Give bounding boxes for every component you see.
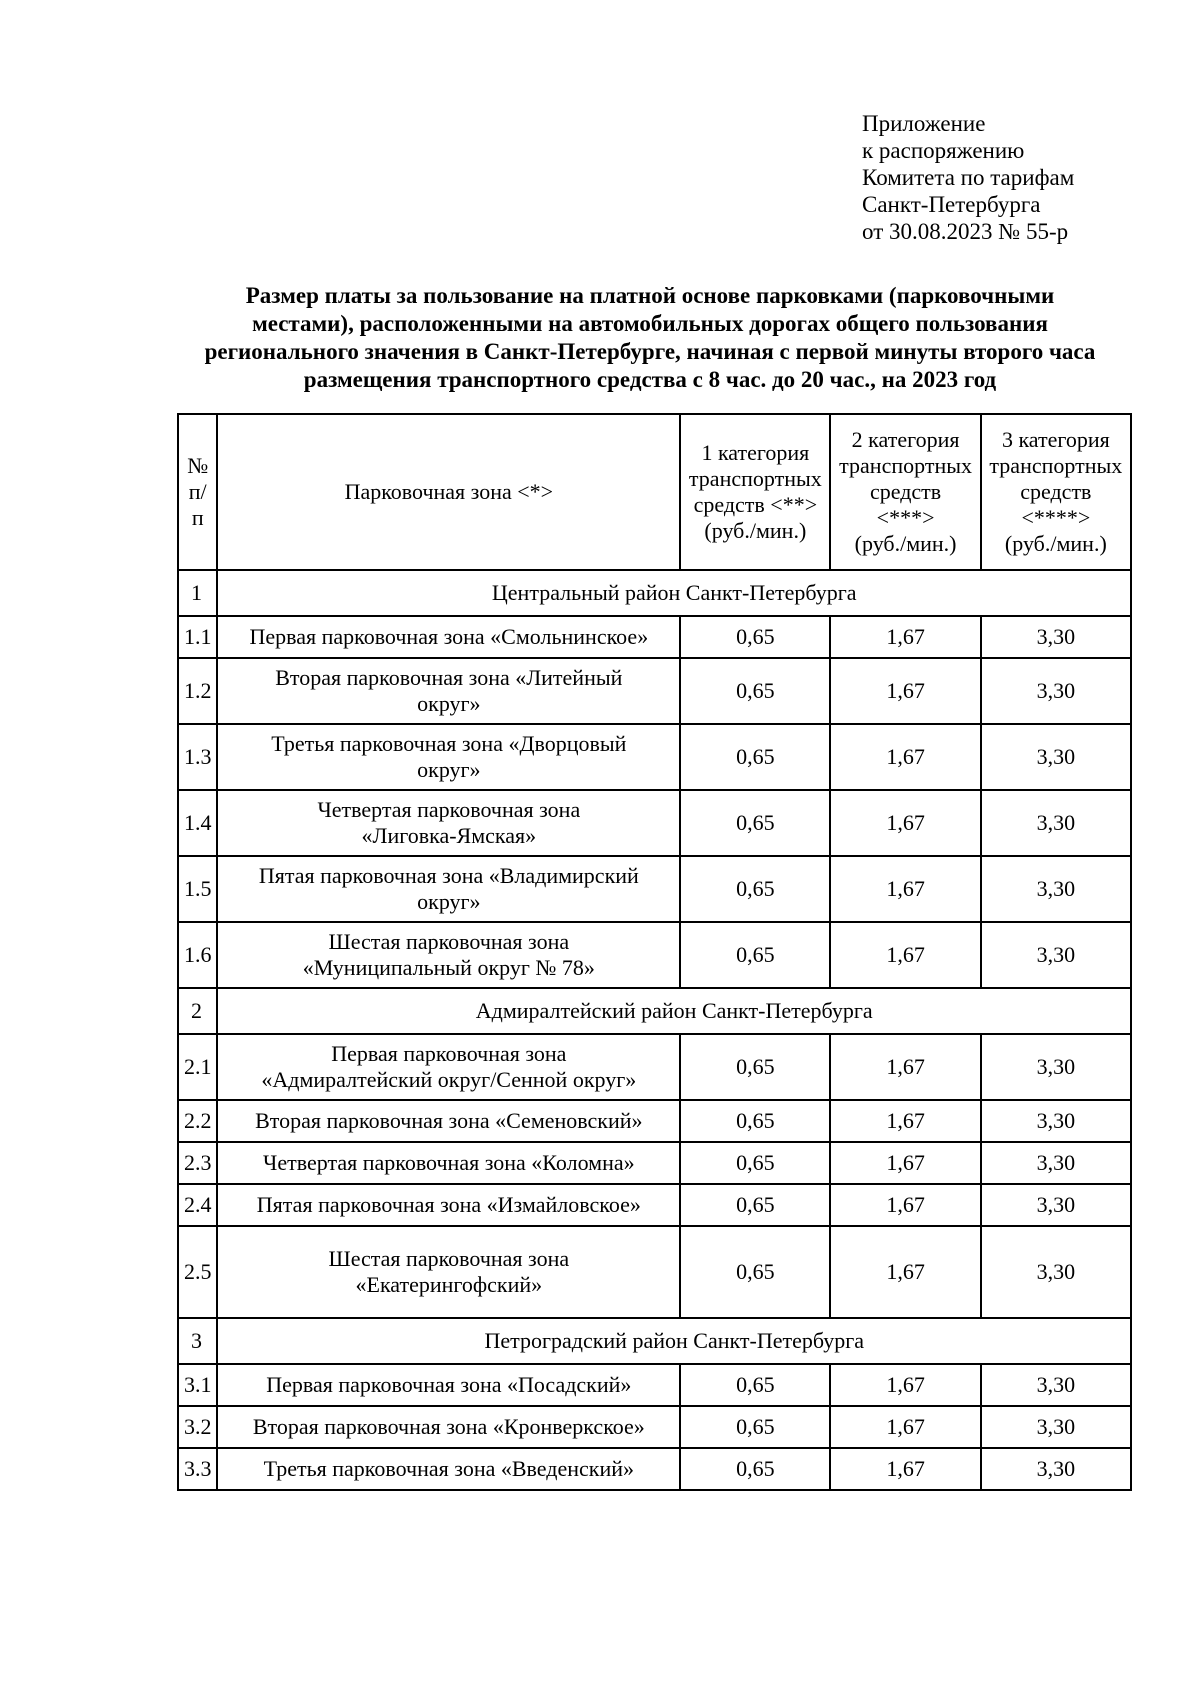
tariff-cat2: 1,67 <box>830 1226 980 1318</box>
tariff-cat1: 0,65 <box>680 922 830 988</box>
tariff-cat3: 3,30 <box>981 1184 1131 1226</box>
appendix-line: Санкт-Петербурга <box>862 192 1041 217</box>
tariff-cat2: 1,67 <box>830 1100 980 1142</box>
table-row <box>178 1406 1131 1448</box>
header-cat2 <box>830 414 980 570</box>
header-cat3-line: средств <box>1020 479 1092 504</box>
appendix-line: от 30.08.2023 № 55-р <box>862 219 1069 244</box>
table-header-row <box>178 414 1131 570</box>
tariff-cat3: 3,30 <box>981 1226 1131 1318</box>
table-row <box>178 1142 1131 1184</box>
zone-name <box>217 1448 680 1490</box>
tariff-cat2: 1,67 <box>830 1142 980 1184</box>
zone-name <box>217 1034 680 1100</box>
tariff-cat2: 1,67 <box>830 856 980 922</box>
zone-name-line: «Лиговка-Ямская» <box>361 823 537 848</box>
table-body <box>178 570 1131 1490</box>
tariff-cat1: 0,65 <box>680 616 830 658</box>
tariff-cat3: 3,30 <box>981 1364 1131 1406</box>
zone-name <box>217 1100 680 1142</box>
tariff-cat1: 0,65 <box>680 1034 830 1100</box>
tariff-cat2: 1,67 <box>830 1184 980 1226</box>
header-cat3-line: транспортных <box>989 453 1123 478</box>
tariff-cat3: 3,30 <box>981 1142 1131 1184</box>
header-cat2-line: <***> <box>876 505 935 530</box>
zone-name-line: «Екатерингофский» <box>355 1272 543 1297</box>
zone-name-line: Первая парковочная зона «Смольнинское» <box>249 624 649 649</box>
tariff-cat2: 1,67 <box>830 790 980 856</box>
zone-name <box>217 1364 680 1406</box>
tariff-cat1: 0,65 <box>680 1364 830 1406</box>
tariff-cat1: 0,65 <box>680 790 830 856</box>
title-line: размещения транспортного средства с 8 час. до 20 час., на 2023 год <box>303 367 997 392</box>
table-row <box>178 1100 1131 1142</box>
header-cat3 <box>981 414 1131 570</box>
tariff-cat2: 1,67 <box>830 616 980 658</box>
zone-name-line: Первая парковочная зона «Посадский» <box>266 1372 632 1397</box>
zone-name-line: Шестая парковочная зона <box>328 1246 570 1271</box>
district-number: 1 <box>178 570 217 616</box>
tariff-cat2: 1,67 <box>830 1034 980 1100</box>
header-cat3-line: 3 категория <box>1001 427 1110 452</box>
tariff-cat3: 3,30 <box>981 616 1131 658</box>
row-number: 1.6 <box>178 922 217 988</box>
title-line: регионального значения в Санкт-Петербурге, начиная с первой минуты второго часа <box>204 339 1096 364</box>
tariff-cat1: 0,65 <box>680 1184 830 1226</box>
zone-name-line: Вторая парковочная зона «Литейный <box>275 665 623 690</box>
title-line: местами), расположенными на автомобильных дорогах общего пользования <box>252 311 1048 336</box>
row-number: 1.3 <box>178 724 217 790</box>
tariff-cat1: 0,65 <box>680 658 830 724</box>
district-row <box>178 1318 1131 1364</box>
appendix-block <box>862 110 1074 245</box>
zone-name <box>217 1184 680 1226</box>
tariff-cat3: 3,30 <box>981 1406 1131 1448</box>
tariff-cat2: 1,67 <box>830 1364 980 1406</box>
tariff-cat2: 1,67 <box>830 1448 980 1490</box>
zone-name <box>217 790 680 856</box>
zone-name-line: округ» <box>417 889 481 914</box>
tariff-cat3: 3,30 <box>981 790 1131 856</box>
table-row <box>178 1034 1131 1100</box>
zone-name-line: округ» <box>417 691 481 716</box>
zone-name <box>217 1142 680 1184</box>
zone-name-line: Пятая парковочная зона «Измайловское» <box>256 1192 641 1217</box>
appendix-line: Комитета по тарифам <box>862 165 1075 190</box>
header-cat1-line: 1 категория <box>701 440 810 465</box>
tariff-cat3: 3,30 <box>981 922 1131 988</box>
zone-name-line: «Муниципальный округ № 78» <box>302 955 595 980</box>
tariff-cat1: 0,65 <box>680 856 830 922</box>
tariff-cat3: 3,30 <box>981 1100 1131 1142</box>
zone-name-line: Шестая парковочная зона <box>328 929 570 954</box>
header-cat1-line: транспортных <box>688 466 822 491</box>
district-name: Центральный район Санкт-Петербурга <box>217 570 1131 616</box>
tariff-cat1: 0,65 <box>680 1406 830 1448</box>
row-number: 1.1 <box>178 616 217 658</box>
zone-name-line: Вторая парковочная зона «Семеновский» <box>255 1108 643 1133</box>
table-row <box>178 922 1131 988</box>
row-number: 2.4 <box>178 1184 217 1226</box>
tariff-cat1: 0,65 <box>680 724 830 790</box>
document-title <box>150 282 1150 394</box>
zone-name <box>217 616 680 658</box>
row-number: 3.1 <box>178 1364 217 1406</box>
zone-name-line: Третья парковочная зона «Дворцовый <box>271 731 627 756</box>
zone-name <box>217 922 680 988</box>
row-number: 2.1 <box>178 1034 217 1100</box>
header-zone: Парковочная зона <*> <box>217 414 680 570</box>
tariff-cat1: 0,65 <box>680 1226 830 1318</box>
zone-name-line: округ» <box>417 757 481 782</box>
table-row <box>178 1364 1131 1406</box>
district-row <box>178 570 1131 616</box>
tariff-cat3: 3,30 <box>981 1034 1131 1100</box>
row-number: 2.3 <box>178 1142 217 1184</box>
zone-name-line: «Адмиралтейский округ/Сенной округ» <box>261 1067 637 1092</box>
district-name: Петроградский район Санкт-Петербурга <box>217 1318 1131 1364</box>
tariff-cat2: 1,67 <box>830 1406 980 1448</box>
tariff-cat1: 0,65 <box>680 1448 830 1490</box>
title-line: Размер платы за пользование на платной основе парковками (парковочными <box>245 283 1055 308</box>
row-number: 2.2 <box>178 1100 217 1142</box>
table-row <box>178 658 1131 724</box>
table-row <box>178 856 1131 922</box>
zone-name-line: Первая парковочная зона <box>331 1041 567 1066</box>
row-number: 3.2 <box>178 1406 217 1448</box>
district-name: Адмиралтейский район Санкт-Петербурга <box>217 988 1131 1034</box>
tariff-cat2: 1,67 <box>830 658 980 724</box>
table-row <box>178 1448 1131 1490</box>
header-cat2-line: 2 категория <box>851 427 960 452</box>
appendix-line: Приложение <box>862 111 986 136</box>
tariff-cat2: 1,67 <box>830 922 980 988</box>
zone-name <box>217 856 680 922</box>
row-number: 1.4 <box>178 790 217 856</box>
district-number: 3 <box>178 1318 217 1364</box>
zone-name <box>217 1406 680 1448</box>
row-number: 2.5 <box>178 1226 217 1318</box>
header-cat1-line: (руб./мин.) <box>704 518 807 543</box>
tariff-cat1: 0,65 <box>680 1142 830 1184</box>
tariff-cat2: 1,67 <box>830 724 980 790</box>
tariff-cat3: 3,30 <box>981 856 1131 922</box>
row-number: 1.2 <box>178 658 217 724</box>
tariff-cat3: 3,30 <box>981 658 1131 724</box>
table-row <box>178 616 1131 658</box>
zone-name <box>217 1226 680 1318</box>
tariff-cat1: 0,65 <box>680 1100 830 1142</box>
zone-name-line: Четвертая парковочная зона «Коломна» <box>263 1150 635 1175</box>
table-row <box>178 1184 1131 1226</box>
header-cat2-line: транспортных <box>839 453 972 478</box>
zone-name-line: Третья парковочная зона «Введенский» <box>263 1456 635 1481</box>
header-cat2-line: (руб./мин.) <box>854 531 957 556</box>
header-num <box>178 414 217 570</box>
header-cat3-line: (руб./мин.) <box>1004 531 1107 556</box>
zone-name-line: Вторая парковочная зона «Кронверкское» <box>252 1414 645 1439</box>
zone-name <box>217 658 680 724</box>
header-cat1-line: средств <**> <box>693 492 818 517</box>
row-number: 1.5 <box>178 856 217 922</box>
header-num-line: № <box>187 453 209 478</box>
header-cat3-line: <****> <box>1021 505 1091 530</box>
tariff-cat3: 3,30 <box>981 724 1131 790</box>
tariff-cat3: 3,30 <box>981 1448 1131 1490</box>
zone-name-line: Четвертая парковочная зона <box>317 797 581 822</box>
zone-name-line: Пятая парковочная зона «Владимирский <box>258 863 639 888</box>
district-row <box>178 988 1131 1034</box>
header-cat2-line: средств <box>869 479 942 504</box>
table-row <box>178 1226 1131 1318</box>
zone-name <box>217 724 680 790</box>
header-cat1 <box>680 414 830 570</box>
tariff-table <box>177 413 1132 1491</box>
table-row <box>178 724 1131 790</box>
table-row <box>178 790 1131 856</box>
header-num-line: п/п <box>188 479 207 530</box>
district-number: 2 <box>178 988 217 1034</box>
row-number: 3.3 <box>178 1448 217 1490</box>
appendix-line: к распоряжению <box>862 138 1025 163</box>
